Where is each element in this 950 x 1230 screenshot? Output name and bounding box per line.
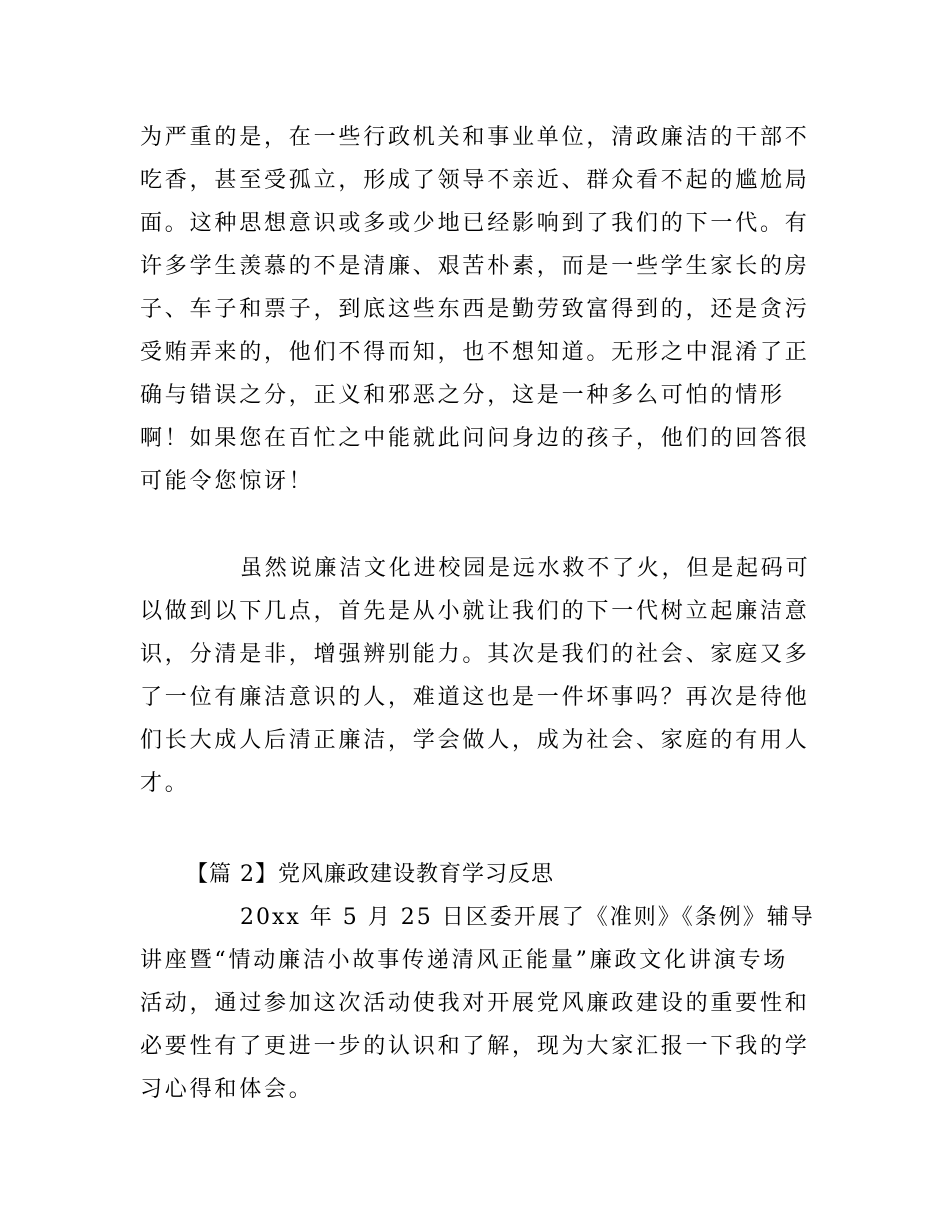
paragraph-2-line-3: 识，分清是非，增强辨别能力。其次是我们的社会、家庭又多 xyxy=(140,642,810,667)
paragraph-1-line-6: 受贿弄来的，他们不得而知，也不想知道。无形之中混淆了正 xyxy=(140,340,810,365)
paragraph-1-line-5: 子、车子和票子，到底这些东西是勤劳致富得到的，还是贪污 xyxy=(140,297,810,322)
paragraph-2-line-4: 了一位有廉洁意识的人，难道这也是一件坏事吗？再次是待他 xyxy=(140,685,810,710)
paragraph-2-line-2: 以做到以下几点，首先是从小就让我们的下一代树立起廉洁意 xyxy=(140,599,810,624)
paragraph-1-line-8: 啊！如果您在百忙之中能就此问问身边的孩子，他们的回答很 xyxy=(140,426,810,451)
section-heading: 【篇 2】党风廉政建设教育学习反思 xyxy=(186,862,554,887)
paragraph-1-line-1: 为严重的是，在一些行政机关和事业单位，清政廉洁的干部不 xyxy=(140,125,810,150)
paragraph-2-line-6: 才。 xyxy=(140,771,190,796)
paragraph-2-line-1: 虽然说廉洁文化进校园是远水救不了火，但是起码可 xyxy=(240,556,811,581)
paragraph-3-line-2: 讲座暨“情动廉洁小故事传递清风正能量”廉政文化讲演专场 xyxy=(140,948,789,973)
paragraph-1-line-7: 确与错误之分，正义和邪恶之分，这是一种多么可怕的情形 xyxy=(140,383,785,408)
paragraph-1-line-9: 可能令您惊讶！ xyxy=(140,469,314,494)
paragraph-3-line-4: 必要性有了更进一步的认识和了解，现为大家汇报一下我的学 xyxy=(140,1034,810,1059)
paragraph-3-line-1: 20xx 年 5 月 25 日区委开展了《准则》《条例》辅导 xyxy=(240,905,815,930)
paragraph-1-line-2: 吃香，甚至受孤立，形成了领导不亲近、群众看不起的尴尬局 xyxy=(140,168,810,193)
paragraph-3-line-5: 习心得和体会。 xyxy=(140,1077,314,1102)
paragraph-3-line-3: 活动，通过参加这次活动使我对开展党风廉政建设的重要性和 xyxy=(140,991,810,1016)
paragraph-1-line-3: 面。这种思想意识或多或少地已经影响到了我们的下一代。有 xyxy=(140,211,810,236)
paragraph-2-line-5: 们长大成人后清正廉洁，学会做人，成为社会、家庭的有用人 xyxy=(140,728,810,753)
paragraph-1-line-4: 许多学生羡慕的不是清廉、艰苦朴素，而是一些学生家长的房 xyxy=(140,254,810,279)
